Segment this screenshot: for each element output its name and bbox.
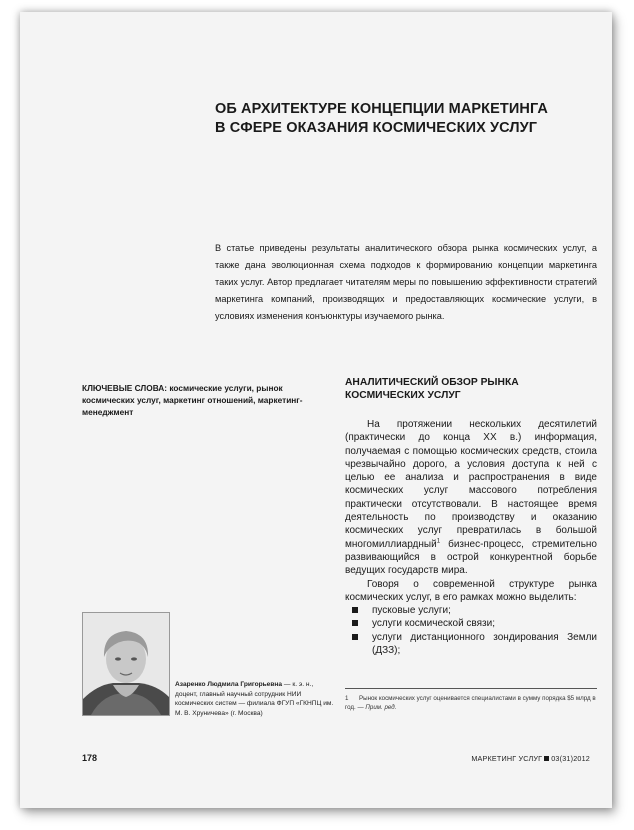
section-heading-line2: КОСМИЧЕСКИХ УСЛУГ xyxy=(345,389,461,401)
square-separator-icon xyxy=(544,756,549,761)
body-paragraph-text: На протяжении нескольких десятилетий (практически до конца XX в.) информация, получаемая с помощью космических средств, стоила чрезвычайно дорого, а условия доступа к ней с целью ее анализа и распространения в виде космических услуг массового потребления практически отсутствовали. В настоящее время деятельность по производству и оказанию космических услуг превратилась в большой многомиллиардный xyxy=(345,419,597,550)
section-heading-line1: АНАЛИТИЧЕСКИЙ ОБЗОР РЫНКА xyxy=(345,377,519,388)
running-footer xyxy=(471,754,590,763)
journal-page xyxy=(20,12,612,808)
square-bullet-icon xyxy=(352,634,358,640)
author-name: Азаренко Людмила Григорьевна xyxy=(175,681,283,688)
journal-issue: 03(31)2012 xyxy=(551,754,590,763)
body-paragraph: Говоря о современной структуре рынка космических услуг, в его рамках можно выделить: xyxy=(345,578,597,603)
article-title-line2: В СФЕРЕ ОКАЗАНИЯ КОСМИЧЕСКИХ УСЛУГ xyxy=(215,120,538,136)
article-title xyxy=(215,100,595,138)
author-info xyxy=(175,680,335,718)
footnote-number: 1 xyxy=(345,695,349,702)
article-title-line1: ОБ АРХИТЕКТУРЕ КОНЦЕПЦИИ МАРКЕТИНГА xyxy=(215,101,548,117)
footnote-note: Прим. ред. xyxy=(365,704,397,711)
list-item xyxy=(345,604,597,617)
page-number: 178 xyxy=(82,753,98,763)
list-item xyxy=(345,631,597,658)
footnote-marker[interactable]: 1 xyxy=(436,538,441,545)
body-paragraph-text: бизнес-процесс, стремительно развивающийся в острой конкурентной борьбе ведущих государств мира. xyxy=(345,538,597,577)
list-item-text: пусковые услуги; xyxy=(372,605,451,617)
keywords-block xyxy=(82,382,332,418)
author-portrait-icon xyxy=(83,613,169,715)
author-details: — к. э. н., доцент, главный научный сотрудник НИИ космических систем — филиала ФГУП «ГКНПЦ им. М. В. Хруничева» (г. Москва) xyxy=(175,681,334,717)
body-paragraph xyxy=(345,418,597,578)
list-item xyxy=(345,617,597,630)
square-bullet-icon xyxy=(352,607,358,613)
article-body xyxy=(345,418,597,657)
footnote-divider xyxy=(345,688,597,689)
footnote-text: Рынок космических услуг оценивается специалистами в сумму порядка $5 млрд в год. — xyxy=(345,695,596,711)
keywords-text: космические услуги, рынок космических услуг, маркетинг отношений, маркетинг-менеджмент xyxy=(82,383,303,417)
author-photo xyxy=(82,612,170,716)
article-abstract: В статье приведены результаты аналитического обзора рынка космических услуг, а также дана эволюционная схема подходов к формированию концепции маркетинга таких услуг. Автор предлагает читателям меры по повышению эффективности стратегий маркетинга компаний, производящих и предоставляющих космические услуги, в условиях изменения конъюнктуры изучаемого рынка. xyxy=(215,243,597,321)
keywords-label: КЛЮЧЕВЫЕ СЛОВА: xyxy=(82,383,168,393)
list-item-text: услуги космической связи; xyxy=(372,618,495,630)
footnote xyxy=(345,694,597,712)
section-heading xyxy=(345,377,595,402)
square-bullet-icon xyxy=(352,620,358,626)
services-list xyxy=(345,604,597,657)
journal-name: МАРКЕТИНГ УСЛУГ xyxy=(471,754,543,763)
list-item-text: услуги дистанционного зондирования Земли (ДЗЗ); xyxy=(372,631,597,657)
